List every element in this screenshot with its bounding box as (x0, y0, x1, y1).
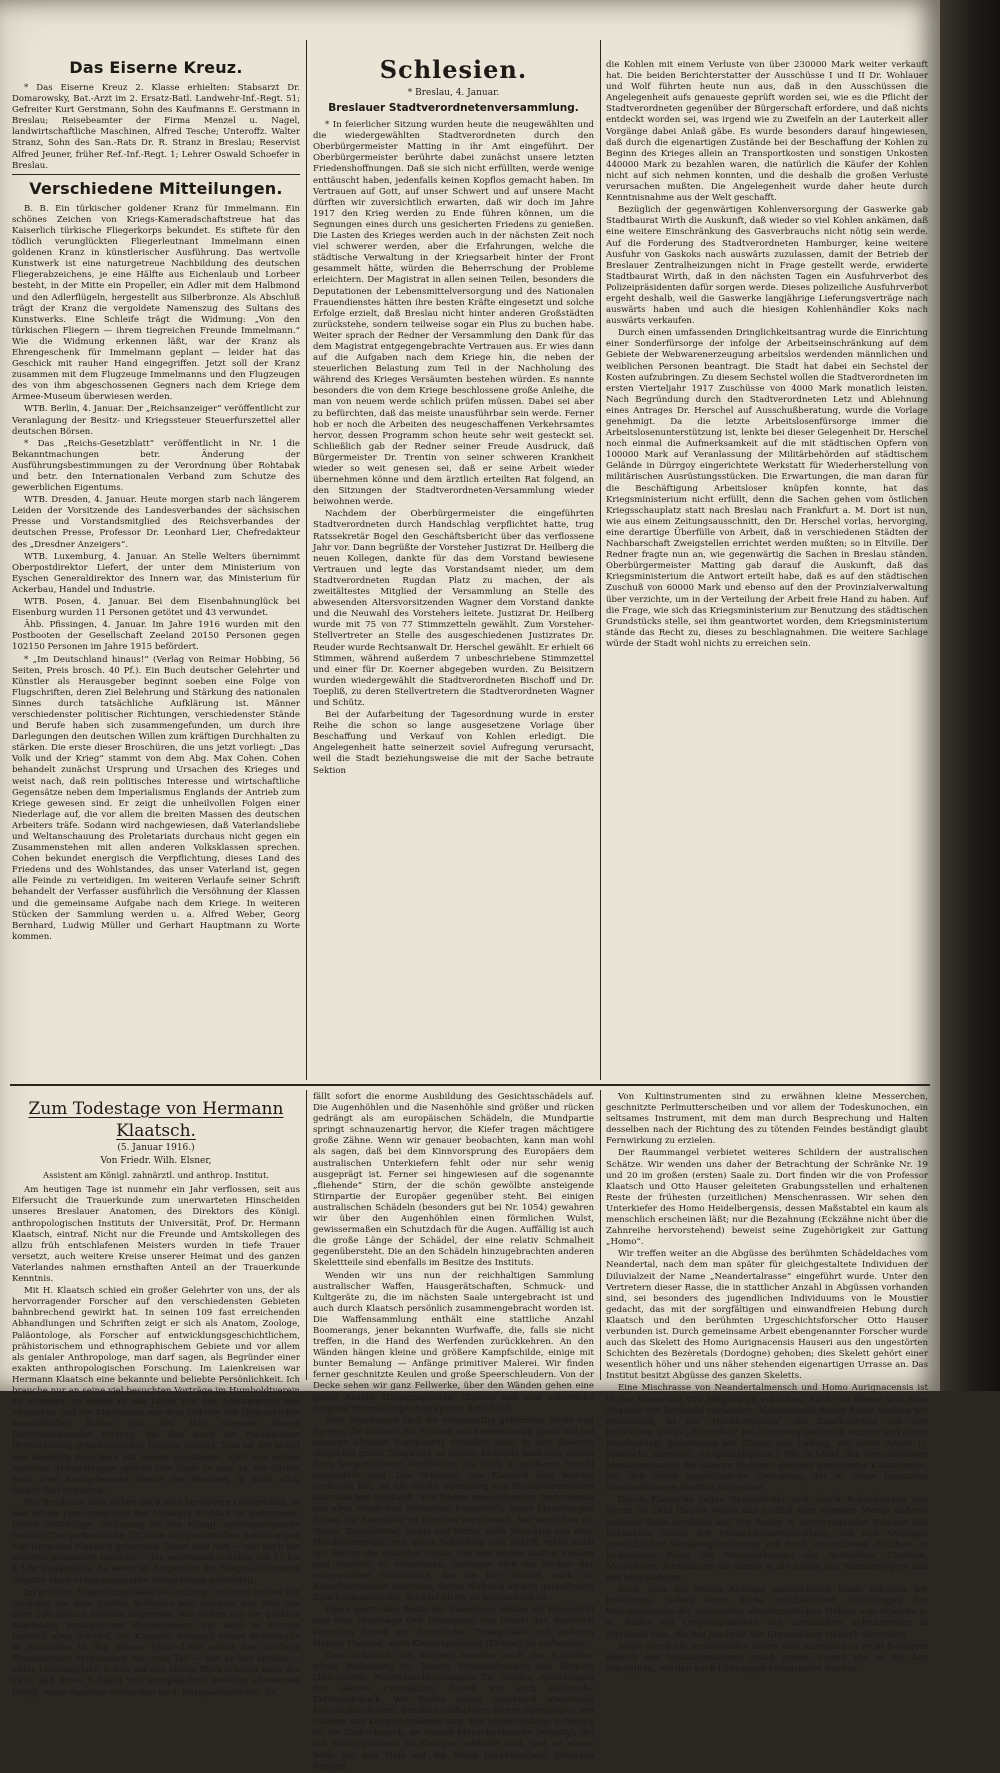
paragraph: Durch Klaatschs regen Sammeleifer und durch Schenkungen von Herrn Dr. Otto Hauser wurde das Institut eine erlesene Menge äußerst seltener Stein-Artefakte auf. Wir finden in hervorragenden Stücken alle bekannten Stufen der Menschheitsentwicklung, von den Anfängen menschlicher Werkzeugbenutzung von noch umstrittenen Eolithen, in lückenloser Folge die Steinwerkzeuge der Acheuléen, Chelléen, Moustérien, Aurignacien bis hinein in die Zeiten des Renntierjägers und des Magdalénien. (606, 1495, 928, 1584)
paragraph: Nachdem der Oberbürgermeister die eingeführten Stadtverordneten durch Handschlag verpflichtet hatte, trug Ratssekretär Bogel den Geschäftsbericht über das verflossene Jahr vor. Dann begrüßte der Vorsteher Justizrat Dr. Heilberg die neuen Kollegen, dankte für das dem Vorstand bewiesene Vertrauen und legte das Vorstandsamt nieder, um dem Stadtverordneten Rugdan Platz zu machen, der als zweitältestes Mitglied der Versammlung an Stelle des abwesenden Altersvorsitzenden Wagner dem Vorstand dankte und die Neuwahl des Vorstehers leitete. Justizrat Dr. Heilberg wurde mit 75 von 77 Stimmzetteln gewählt. Zum Vorsteher-Stellvertreter an Stelle des ausgeschiedenen Justizrates Dr. Reuder wurde Rechtsanwalt Dr. Herschel gewählt. Er erhielt 66 Stimmen, während außerdem 7 unbeschriebene Stimmzettel und einer für Dr. Koerner abgegeben wurden. Zu Beisitzern wurden wiedergewählt die Stadtverordneten Bischoff und Dr. Toepliß, zu deren Stellvertretern die Stadtverordneten Wagner und Schütz. (313, 509, 594, 708)
paragraph: Der Raummangel verbietet weiteres Schildern der australischen Schätze. Wir wenden uns daher der Betrachtung der Schränke Nr. 19 und 20 im großen (ersten) Saale zu. Dort finden wir die von Professor Klaatsch und Otto Hauser geleiteten Grabungsstellen und erhaltenen Reste der frühesten (urzeitlichen) Menschenrassen. Wir sehen den Unterkiefer des Homo Heidelbergensis, dessen Maßstabtel ein kaum als menschlich erscheinen läßt; nur die Bezahnung (Eckzähne nicht über die Zahnreihe hervorstehend) beweist seine Zugehörigkeit zur Gattung „Homo“. (606, 1148, 928, 1248)
paragraph: * „Im Deutschland hinaus!“ (Verlag von Reimar Hobbing, 56 Seiten, Preis brosch. 40 Pf.). Ein Buch deutscher Gelehrter und Künstler als Herausgeber beginnt soeben eine Folge von Flugschriften, deren Ziel Belehrung und Stärkung des nationalen Sinnes durch tatsächliche Aufklärung ist. Männer verschiedenster politischer Richtungen, verschiedenster Stände und Berufe haben sich zusammengefunden, um durch ihre Darlegungen den deutschen Willen zum kräftigen Durchhalten zu stärken. Die erste dieser Broschüren, die uns jetzt vorliegt: „Das Volk und der Krieg“ stammt von dem Abg. Max Cohen. Cohen behandelt zunächst Ursprung und Ursachen des Krieges und weist nach, daß rein politisches Interesse und wirtschaftliche Gegensätze neben dem Imperialismus Englands der Antrieb zum Kriege gewesen sind. Er zeigt die unheilvollen Folgen einer Niederlage auf, die vor allem die breiten Massen des deutschen Arbeiters träfe. Sodann wird nachgewiesen, daß Vaterlandsliebe und Weltanschauung des Proletariats durchaus nicht gegen ein Zusammenstehen mit allen anderen Volksklassen sprechen. Cohen bekundet energisch die Verpflichtung, dieses Land des Friedens und des Wohlstandes, das unser Vaterland ist, gegen alle Feinde zu verteidigen. Im weiteren Verlaufe seiner Schrift behandelt der Verfasser ausführlich die Versöhnung der Klassen und die gemeinsame Aufgabe nach dem Kriege. In weiteren Stücken der Sammlung werden u. a. Alfred Weber, Georg Bernhard, Ludwig Müller und Gerhart Hauptmann zu Worte kommen. (12, 654, 300, 942)
paragraph: fällt sofort die enorme Ausbildung des Gesichtsschädels auf. Die Augenhöhlen und die Nasenhöhle sind größer und rücken gedrängt als am europäischen Schädeln, die Mundpartie springt schnauzenartig hervor, die Kiefer tragen mächtigere große Zähne. Wenn wir genauer beobachten, kann man wohl als sagen, daß bei dem Kinnvorsprung des Europäers dem australischen Unterkiefern fehlt oder nur sehr wenig ausgeprägt ist. Ferner sei hingewiesen auf die sogenannte „fliehende“ Stirn, der die schön gewölbte ansteigende Stirnpartie der Europäer gegenüber steht. Bei einigen australischen Schädeln (besonders gut bei Nr. 1054) gewahren wir über den Augenhöhlen einen förmlichen Wulst, gewissermaßen ein Schutzdach für die Augen. Auffällig ist auch die große Länge der Schädel, der eine relativ Schmalheit gegenübersteht. Die an den Schädeln hinzugebrachten anderen Skelettteile sind ebenfalls im Besitze des Instituts. (313, 1092, 594, 1269)
paragraph: Auch über die ersten Anfänge menschlicher Kunst erhalten wir Belehrung. Neben einer Reihe anschaulicher Abbildungen der Wandmalereien der spanischen altsteinzeitlichen Höhlen von Altamira u. a., finden wir Originalplastiken von urzeitlichen Schnitzereien in Elfenbein usw., die das Jagdwild der Urmenschen vielfach darstellen. (606, 1585, 928, 1640)
paragraph: Ähb. Pfissingen, 4. Januar. Im Jahre 1916 wurden mit den Postbooten der Gesellschaft Zeeland 20150 Personen gegen 102150 Personen im Jahre 1915 befördert. (12, 620, 300, 653)
paragraph: Möge durch die vorstehenden Zeilen eine Anregung zu recht fleißigem Besuch des Institutsmuseums Anlaß geben. Soweit wie es die Zeit ermöglicht, werden auch Führungen veranstaltet werden. (606, 1641, 928, 1674)
column-middle (313, 56, 594, 1080)
article-date: (5. Januar 1916.) (117, 1143, 195, 1153)
book-binding-edge (940, 0, 1000, 1391)
paragraph: Durch einen umfassenden Dringlichkeitsantrag wurde die Einrichtung einer Sonderfürsorge der infolge der Arbeitseinschränkung auf dem Gebiete der Webwarenerzeugung arbeitslos werdenden männlichen und weiblichen Personen beantragt. Die Stadt hat dabei ein Sechstel der Kosten aufzubringen. Zu diesem Sechstel wollen die Stadtverordneten im ersten Vierteljahr 1917 Zuschüsse von 4000 Mark monatlich leisten. Nach Begründung durch den Stadtverordneten Letz und Ablehnung eines Antrages Dr. Herschel auf Ausschußberatung, wurde die Vorlage genehmigt. Da die letzte Arbeitslosenfürsorge immer die Arbeitslosenunterstützung ist, lenkte bei dieser Gelegenheit Dr. Herschel noch einmal die Aufmerksamkeit auf die mit städtischen Opfern von 100000 Mark auf Veranlassung der Militärbehörden auf städtischem Gelände in Dürrgoy eingerichtete Werkstatt für Wiederherstellung von militärischen Ausrüstungsstücken. Die Erwartungen, die man daran für die Beschäftigung Arbeitsloser knüpfen konnte, hat das Kriegsministerium nicht erfüllt, denn die Sachen gehen vom östlichen Kriegsschauplatz statt nach Breslau nach Frankfurt a. M. Dort ist nun, wie aus einem Zeitungsausschnitt, den Dr. Herschel vorlas, hervorging, eine derartige Überfülle von Arbeit, daß in verschiedenen Städten der Nachbarschaft Zweigstellen errichtet werden mußten; so in Eltville. Der Redner fragte nun an, wie gegenwärtig die Sachen in Breslau ständen. Oberbürgermeister Matting gab darauf die Auskunft, daß das Kriegsministerium die Antwort erteilt habe, daß es auf den städtischen Zuschuß von 60000 Mark und ebenso auf den der Provinzialverwaltung über verzichte, um in der Verteilung der Arbeit freie Hand zu haben. Auf die Frage, wie sich das Kriegsministerium zur Benutzung des städtischen Grundstücks stelle, sei ihm geantwortet worden, dem Kriegsministerium stände das Recht zu, dieses zu beschlagnahmen. Die weitere Sachlage würde der Stadt wohl nichts zu erreichen sein. (606, 328, 928, 649)
paragraph: Im größten Ausstellungssaale des anthrop. Instituts wollen wir zunächst vor dem großen Schranke halt machen, aus dem uns über 100 braune Schädel angrinsen. Wir stehen vor der größten Sammlung australischer Eingeborener, die wohl in Europa besteht; alles Schädel, die Klaatsch während seines Aufenthalts in Australien in den Jahren 1903—1906 selbst den Gräbern Eingeborener entnommen hat, zum Teil — wie er uns erzählt — unter Lebensgefahr. Schon auf den ersten Blick erkennt auch der Laie, daß diese Schädel von europäischen gewaltig abweichen (vergl. einen daneben stehenden mod. Europäerschädel). Es (12, 1587, 300, 1698)
heading-miscellaneous: Verschiedene Mitteilungen. (29, 178, 283, 198)
article-author-title: Assistent am Königl. zahnärztl. und anthrop. Institut. (43, 1170, 269, 1181)
paragraph: B. B. Ein türkischer goldener Kranz für Immelmann. Ein schönes Zeichen von Kriegs-Kameradschaftstreue hat das Kaiserlich türkische Fliegerkorps bekundet. Es stiftete für den tödlich verunglückten Fliegerleutnant Immelmann einen goldenen Kranz in künstlerischer Ausführung. Das wertvolle Kunstwerk ist eine naturgetreue Nachbildung des deutschen Fliegerabzeichens, je eine Hälfte aus Eichenlaub und Lorbeer besteht, in der Mitte ein Propeller, ein Adler mit dem Halbmond und den Adlerflügeln, hergestellt aus Silberbronze. Als Abschluß trägt der Kranz die vergoldete Namenszug des Sultans des Kunstwerks. Eine Schleife trägt die Widmung: „Von den türkischen Fliegern — ihrem tiegreichen Freunde Immelmann.“ Wie die Widmung erkennen läßt, war der Kranz als Ehrengeschenk für Immelmann geplant — leider hat das Geschick mit rauher Hand eingegriffen. Jetzt soll der Kranz zusammen mit dem Flugzeuge Immelmanns und den Flugzeugen des von ihm abgeschossenen Gegners nach dem Kriege dem Armee-Museum überwiesen werden. (12, 203, 300, 403)
paragraph: Eine Mischrasse von Neandertalmensch und Homo Aurignacensis ist in der Rasse von Cro Magnon zu erblicken. Auch von dieser sind zwei Abgüsse von Schädeln vorhanden. Nahestehend dieser Rasse mußten wir erscheinen, ist die „Nürnbergensia“, die Knochenreste von vier Individuen, die in „Höhlerfels“ bei Nürnberg gefunden wurden und deren Bearbeitung, gemeinsam mit Elsner und Ludwig, die letzte Arbeit H. Klaatschs darstellt. (Originalabgüsse.) Die Schädel der verschiedenen Menschenrassen der älteren Steinzeit gehören bestimmter Kulturkreise, die sich durch eigentümliche Gestaltung der in ihnen benutzten Steinwerkzeuge deutlich abgrenzen. (606, 1383, 928, 1494)
dateline: * Breslau, 4. Januar. (407, 88, 500, 98)
paragraph: Wir treffen weiter an die Abgüsse des berühmten Schädeldaches vom Neandertal, nach dem man später für gleichgestaltete Individuen der Diluvialzeit der Name „Neandertalrasse“ eingeführt wurde. Unter den Vertretern dieser Rasse, die in stattlicher Anzahl in Abgüssen vorhanden sind, sei besonders des jugendlichen Individuums von le Moustier gedacht, das mit der sorgfältigen und einwandfreien Hebung durch Klaatsch und den berühmten Urgeschichtsforscher Otto Hauser verbunden ist. Durch gemeinsame Arbeit ebengenannter Forscher wurde auch das Skelett des Homo Aurignacensis Hauseri aus den ungestörten Schichten des Bezèretals (Dordogne) gehoben; dies Skelett gehört einer wesentlich höher und uns näher stehenden eigenartigen Urrasse an. Das Institut besitzt Abgüsse des ganzen Skeletts. (606, 1249, 928, 1382)
paragraph: die Kohlen mit einem Verluste von über 230000 Mark weiter verkauft hat. Die beiden Berichterstatter der Ausschüsse I und II Dr. Wohlauer und Wolf führten heute nun aus, daß in den Ausschüssen die Angelegenheit aufs genaueste geprüft worden sei, wie es die Pflicht der Stadtverordneten gegenüber der Bürgerschaft erfordere, und daß nichts entdeckt worden sei, was irgend wie zu Zweifeln an der Lauterkeit aller Vorgänge dabei Anlaß gäbe. Es wurde besonders darauf hingewiesen, daß durch die eigenartigen Zustände bei der Beschaffung der Kohlen zu Beginn des Krieges allein an Transportkosten und sonstigen Unkosten 440000 Mark zu bezahlen waren, die natürlich die Käufer der Kohlen nicht auf sich nehmen konnten, und die deshalb die großen Verluste verursachen mußten. Die Angelegenheit wurde daher heute durch Kenntnisnahme aus der Welt geschafft. (606, 60, 928, 204)
paragraph: WTB. Dresden, 4. Januar. Heute morgen starb nach längerem Leiden der Vorsitzende des Landesverbandes der sächsischen Presse und Vorstandsmitglied des Reichsverbandes der deutschen Presse, Professor Dr. Leonhard Lier, Chefredakteur des „Dresdner Anzeigers“. (12, 495, 300, 550)
paragraph: * Das Eiserne Kreuz 2. Klasse erhielten: Stabsarzt Dr. Domarowsky, Bat.-Arzt im 2. Ersatz-Batl. Landwehr-Inf.-Regt. 51; Gefreiter Kurt Gerstmann, Sohn des Kaufmanns E. Gerstmann in Breslau; Reisebeamter der Firma Menzel u. Nagel, landwirtschaftliche Maschinen, Alfred Tesche; Unteroffz. Walter Stranz, Sohn des San.-Rats Dr. R. Stranz in Breslau; Reservist Alfred Jeuner, früher Ref.-Inf.-Regt. 1; Lehrer Oswald Schoefer in Breslau. (12, 83, 300, 171)
column-right (606, 60, 928, 1080)
paragraph: Bei der Aufarbeitung der Tagesordnung wurde in erster Reihe die schon so lange ausgesetzene Vorlage über Beschaffung und Verkauf von Kohlen erledigt. Die Angelegenheit hatte seinerzeit soviel Aufregung verursacht, weil die Stadt beziehungsweise die mit der Sache betraute Sektion (313, 710, 594, 776)
column-rule (306, 40, 307, 1080)
section-rule (10, 1084, 930, 1086)
article-column-2 (313, 1092, 594, 1772)
paragraph: Dem Schmuck des Körpers wenden auch die Australier große Bedeutung zu. Neben Verunstaltungen des Körpers (Tätowieren, Nasendurchbohrungen für Stöcke, Ausschlagen der oberen Frontzähne) finden wir auch zahlreiche Kettenschmuck. Wir finden einige prachtvoll irisierende Muschelhalsketten, daneben einfachere; ferner Stirnbinden, ein Diadem aus Känguruhzähnen usw. Der eigentümliche Schmuck ist ein Taukschmuck, an dessen Menschenhaaren befestigt, die mit Eukalyptusharz zu Klumpen verklebt sind, und an einem Seile um den Hals auf die Brust herabhängend getragen werden. (313, 1650, 594, 1772)
article-title: Zum Todestage von Hermann Klaatsch. (28, 1099, 284, 1141)
paragraph: Wir Breslauer aber haben noch eine besondere Gelegenheit, in das reiche Forschungsfeld des Meisters Einblick zu bekommen. Durch letztwillige Verfügung ist das Königl. anthropologische Institut (Tiergartenstraße 72) Erbe der prachtvollen Sammlungen von Hermann Klaatsch geworden. Diese sind nun — wie auch die anderen genannten Institute — für jedermann Sonntag von 11 bis 1 Uhr zugänglich. Es seien im Folgenden die hauptsächlichsten Objekte einer etwas genaueren Betrachtung gewürdigt. (12, 1497, 301, 1586)
column-rule (600, 40, 601, 1080)
paragraph: Von Kultinstrumenten sind zu erwähnen kleine Messerchen, geschnitzte Perlmutterscheiben und vor allem der Todeskunochen, ein seltsames Instrument, mit dem man durch Besprechung und Halten desselben nach der Richtung des zu tötenden Feindes beständigt glaubt Fernwirkung zu erzielen. (606, 1092, 928, 1147)
column-rule (306, 1090, 307, 1380)
article-column-1 (12, 1092, 301, 1698)
paragraph: Einen wertvollen Besitz der Sammlung stellen ein Feuerquirl und eine Feuersäge (zur Erzeugung von Feuer) dar. Reichlich vertreten finden wir Bootstöcke, Trinkgefäße und anderen kleinen Hausrat, auch Kinderspielzeug (Kreisel) ist vorhanden. (313, 1605, 594, 1649)
paragraph: Sehr interessant sind die vielgestaltig geformten Pfeile und Speere, die zumeist mit Spitzen aus Steinmaterial (ganz wie bei unseren ältesten Europäern) versehen sind. In den Speeren möglichst große Tragweite zu geben, bediente man sich eigens dazu hergerichteter Wurfhölzer, die auch in größerer Anzahl ausgestellt sind. Das Schönste, das Klaatsch dem Institut vermacht hat, ist die reiche Sammlung von Steininstrumenten australischer Herkunft. Wir finden messerförmige Instrumente aus allen möglichen Steinarten hergestellt; sogar Flaschenglas haben die Australier zu Geräten verarbeitet. Sie verstehen es, Quarz, Kieselsteine, Jaspis und ferner auch Steinäxte von über Handtellergröße, mit guter Schärfung und Schliff, meist auch mit Politur der schärfen Partie. Um den Boden kräftig Knollen und Wurzeln zu entnehmen, bedienen sich die Weiber der ausgestellten Grabstöcke, die sie nur allzuoft auch als Kampfwerkzeuge benutzen, deren Wirkung an den gespaltenen Knochenmarken der Schädel öfters zu beobachten ist. (313, 1415, 594, 1604)
paragraph: * Das „Reichs-Gesetzblatt“ veröffentlicht in Nr. 1 die Bekanntmachungen betr. Änderung der Ausführungsbestimmungen zu der Verordnung über Rohtabak und betr. den Internationalen Verband zum Schutze des gewerblichen Eigentums. (12, 438, 300, 494)
heading-iron-cross: Das Eiserne Kreuz. (69, 58, 243, 77)
paragraph: WTB. Posen, 4. Januar. Bei dem Eisenbahnunglück bei Eisenburg wurden 11 Personen getötet und 43 verwundet. (12, 597, 300, 619)
paragraph: WTB. Luxemburg, 4. Januar. An Stelle Welters übernimmt Oberpostdirektor Liefert, der unter dem Ministerium von Eyschen Generaldirektor des Innern war, das Ministerium für Ackerbau, Handel und Industrie. (12, 551, 300, 595)
paragraph: Mit H. Klaatsch schied ein großer Gelehrter von uns, der als hervorragender Forscher auf den verschiedensten Gebieten bahnbrechend gewirkt hat. In seinen 109 fast erreichenden Abhandlungen und Schriften zeigt er sich als Anatom, Zoologe, Paläontologe, als Forscher auf entwicklungsgeschichtlichem, prähistorischem und ethnographischem Gebiete und vor allem als genialer Anthropologe, man darf sagen, als Begründer einer exakten anthropologischen Forschung. Im Laienkreisen war Hermann Klaatsch eine bekannte und beliebte Persönlichkeit. Ich brauche nur an seine viel besuchten Vorträge im Humboldtverein zu erinnern, in denen er die Lehre von der Abstammung des Menschen und die Ergebnisse aus dem Gebiete der Urgeschichte menschlicher Kultur mit der ihm eigenen klaren Darstellungsweise vortrug, die ihm auch die rückhaltlose Bewunderung grundsätzlicher Gegner eintrug. Nun ist der Mund des beredten Forschers auf immer verstummt, aber aus seinen späteren Abhandlungen spricht sein Geist zu uns. Ja, wir dürfen noch zwei nachgelassene Werke des Meisters in nicht allzu langer Zeit erwarten. (12, 1286, 300, 1496)
paragraph: Am heutigen Tage ist nunmehr ein Jahr verflossen, seit aus Eifersucht die Trauerkunde zum unerwarteten Hinscheiden unseres Breslauer Anatomen, des Direktors des Königl. anthropologischen Instituts der Universität, Prof. Dr. Hermann Klaatsch, eintraf. Nicht nur die Freunde und Amtskollegen des allzu früh entschlafenen Meisters wurden in tiefe Trauer versetzt, auch weitere Kreise unserer Heimat und des ganzen Vaterlandes nahmen ernsthaften Anteil an der Trauerkunde Kenntnis. (12, 1185, 300, 1285)
heading-silesia: Schlesien. (379, 55, 528, 84)
column-left (12, 56, 300, 1080)
paragraph: Wenden wir uns nun der reichhaltigen Sammlung australischer Waffen, Hausgerätschaften, Schmuck- und Kultgeräte zu, die im nächsten Saale untergebracht ist und auch durch Klaatsch persönlich zusammengebracht worden ist. Die Waffensammlung enthält eine stattliche Anzahl Boomerangs, jener bekannten Wurfwaffe, die, falls sie nicht treffen, in die Hand des Werfenden zurückkehren. An den Wänden hängen kleine und größere Kampfschilde, einige mit bunter Bemalung — Anfänge primitiver Malerei. Wir finden ferner geschnitzte Keulen und große Speerschleudern. Von der Decke sehen wir ganz Fellwerke, über den Wänden gehen eine große Anzahl Ethnographische Objekte und eine zahlreiche Original-Bromsilberphotographien Aufschluß. (313, 1270, 594, 1414)
paragraph: Bezüglich der gegenwärtigen Kohlenversorgung der Gaswerke gab Stadtbaurat Wirth die Auskunft, daß wieder so viel Kohlen ankämen, daß eine weitere Einschränkung des Gasverbrauchs nicht nötig sein werde. Auf die Forderung des Stadtverordneten Hamburger, keine weitere Ausfuhr von Gaskoks nach auswärts zuzulassen, damit der Betrieb der Breslauer Zentralheizungen nicht in Frage gestellt werde, erwiderte Stadtbaurat Wirth, daß in den nächsten Tagen ein Ausfuhrverbot des Polizeipräsidenten dafür sorgen werde. Dieses polizeiliche Ausfuhrverbot ergeht deshalb, weil die Gaswerke langjährige Lieferungsverträge nach auswärts haben und auch die hiesigen Kohlenhändler Koks nach auswärts verkaufen. (606, 205, 928, 327)
paragraph: WTB. Berlin, 4. Januar. Der „Reichsanzeiger“ veröffentlicht zur Veranlagung der Besitz- und Kriegssteuer Steuerfurszettel aller deutschen Börsen. (12, 404, 300, 437)
divider (12, 174, 300, 175)
paragraph: * In feierlicher Sitzung wurden heute die neugewählten und die wiedergewählten Stadtverordneten durch den Oberbürgermeister Matting in ihr Amt eingeführt. Der Oberbürgermeister berührte dabei zunächst unsere letzten Friedenshoffnungen. Daß sie sich nicht erfüllten, werde wenige enttäuscht haben, jedenfalls keinen Kopflos gemacht haben. Im Vertrauen auf Gott, auf unser Schwert und auf unsere Macht dürften wir zuversichtlich erwarten, daß wir doch im Jahre 1917 den Krieg werden zu Ende führen können, um die Segnungen eines durch uns gesicherten Friedens zu genießen. Die Lasten des Krieges werden auch in der nächsten Zeit noch viel schwerer werden, aber die Erfahrungen, welche die städtische Verwaltung in der Kriegsarbeit hinter der Front gesammelt hätte, würden die Beherrschung der Probleme erleichtern. Der Magistrat in allen seinen Teilen, besonders die Deputationen der Lebensmittelversorgung und des Nationalen Frauendienstes hätten ihre besten Kräfte eingesetzt und solche Erfolge erzielt, daß Breslau nicht hinter anderen Großstädten zurückstehe, sondern teilweise sogar ein Plus zu buchen habe. Weiter sprach der Redner der Versammlung den Dank für das dem Magistrat entgegengebrachte Vertrauen aus. Er wies dann auf die Aufgaben nach dem Kriege hin, die neben der steuerlichen Belastung zum Teil in der Nachholung des während des Krieges Versäumten bestehen würden. Es nannte besonders die von dem Kriege beschlossene große Anleihe, die man von neuem werde schlich prüfen müssen. Dabei sei aber zu befürchten, daß das meiste unausführbar sein werde. Ferner hob er noch die Arbeiten des neugeschaffenen Verkehrsamtes hervor, dessen Programm schon heute sehr weit gesteckt sei. Schließlich gab der Redner seiner Freude Ausdruck, daß Bürgermeister Dr. Trentin von seiner schweren Krankheit wieder so weit genesen sei, daß er seine Arbeit wieder übernehmen könne und dem ärztlich erteilten Rat folgend, an den Sitzungen der Stadtverordneten-Versammlung wieder beiwohnen werde. (313, 120, 594, 508)
article-column-3 (606, 1092, 928, 1674)
article-author: Von Friedr. Wilh. Elsner, (100, 1156, 212, 1167)
subheading-city-council: Breslauer Stadtverordnetenversammlung. (328, 102, 579, 115)
column-rule (600, 1090, 601, 1380)
